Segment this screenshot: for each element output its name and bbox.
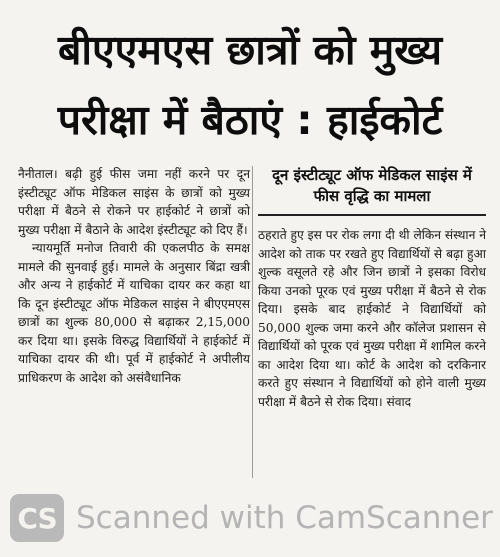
- headline: [6, 20, 494, 150]
- column-divider: [252, 166, 253, 478]
- body-paragraph: न्यायमूर्ति मनोज तिवारी की एकलपीठ के समक्ष मामले की सुनवाई हुई। मामले के अनुसार बिंद्रा खत्री और अन्य ने हाईकोर्ट में याचिका दायर कर कहा था कि दून इंस्टीट्यूट ऑफ मेडिकल साइंस ने बीएएमएस छात्रों का शुल्क 80,000 से बढ़ाकर 2,15,000 कर दिया था। इसके विरुद्ध विद्यार्थियों ने हाईकोर्ट में याचिका दायर की थी। पूर्व में हाईकोर्ट ने अपीलीय प्राधिकरण के आदेश को असंवैधानिक: [18, 241, 250, 385]
- right-column: [258, 226, 486, 411]
- sub-headline-rule: [258, 214, 486, 216]
- headline-line-1: बीएएमएस छात्रों को मुख्य: [57, 26, 443, 74]
- lead-paragraph: नैनीताल। बढ़ी हुई फीस जमा नहीं करने पर दून इंस्टीट्यूट ऑफ मेडिकल साइंस के छात्रों को मुख्य परीक्षा में बैठने से रोकने पर हाईकोर्ट ने छात्रों को मुख्य परीक्षा में बैठाने के आदेश इंस्टीट्यूट को दिए हैं।: [18, 167, 250, 237]
- watermark-text: Scanned with CamScanner: [76, 500, 493, 536]
- sub-headline: दून इंस्टीट्यूट ऑफ मेडिकल साइंस में फीस वृद्धि का मामला: [272, 166, 472, 205]
- continued-paragraph: ठहराते हुए इस पर रोक लगा दी थी लेकिन संस्थान ने आदेश को ताक पर रखते हुए विद्यार्थियों से बढ़ा हुआ शुल्क वसूलते रहे और जिन छात्रों ने इसका विरोध किया उनको पूरक एवं मुख्य परीक्षा में बैठने से रोक दिया। इसके बाद हाईकोर्ट ने विद्यार्थियों को 50,000 शुल्क जमा करने और कॉलेज प्रशासन से विद्यार्थियों को पूरक एवं मुख्य परीक्षा में शामिल करने का आदेश दिया था। कोर्ट के आदेश को दरकिनार करते हुए संस्थान ने विद्यार्थियों को होने वाली मुख्य परीक्षा में बैठने से रोक दिया। संवाद: [258, 228, 486, 409]
- camscanner-logo-icon: CS: [10, 494, 64, 542]
- headline-line-2: परीक्षा में बैठाएं : हाईकोर्ट: [57, 96, 443, 144]
- left-column: [18, 165, 250, 387]
- camscanner-watermark: [10, 490, 500, 546]
